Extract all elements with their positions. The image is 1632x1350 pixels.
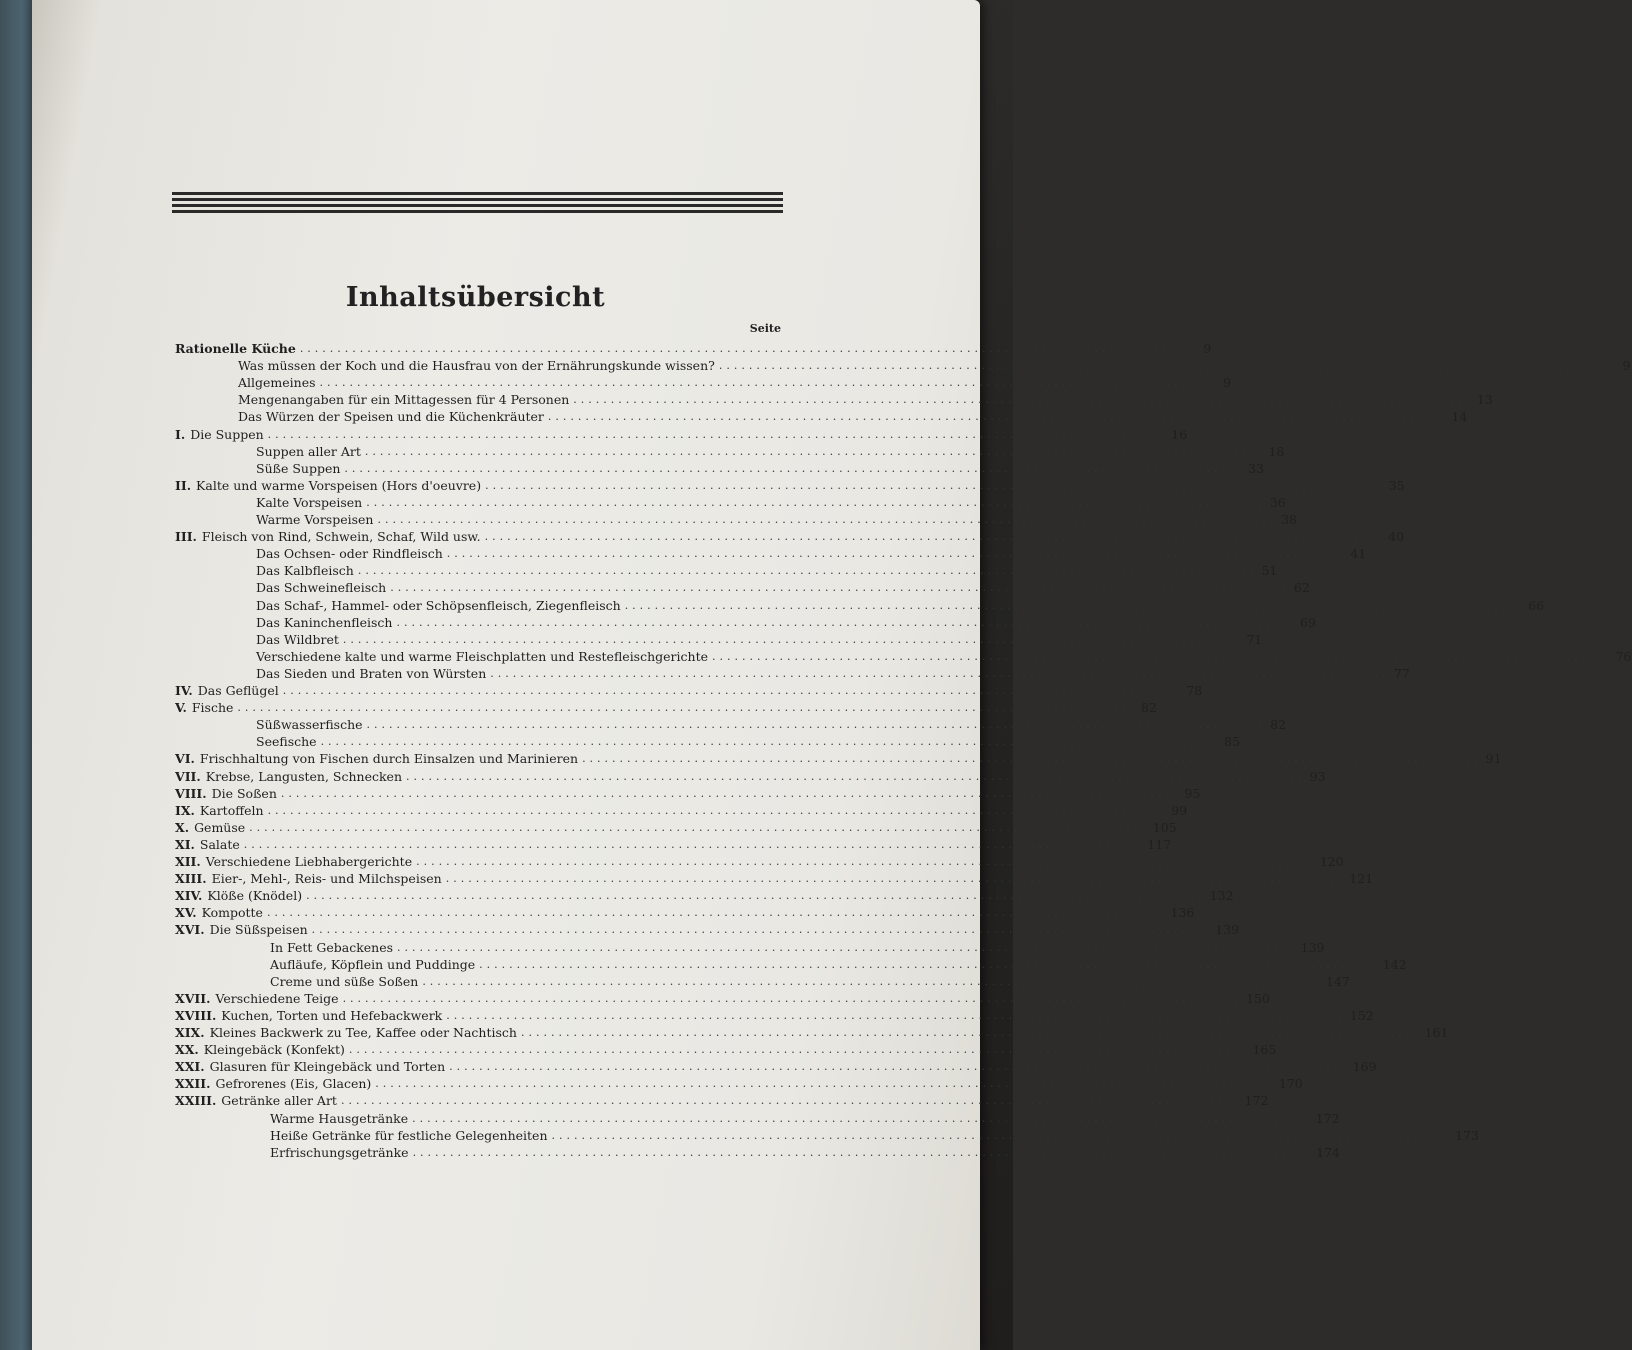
toc-entry-title: Verschiedene kalte und warme Fleischplatten und Resteﬂeischgerichte [256,648,708,664]
toc-entry-title: Rationelle Küche [175,341,296,356]
toc-entry [256,734,1241,750]
toc-entry-title: Glasuren für Kleingebäck und Torten [209,1059,446,1075]
toc-entry-title: Das Ochsen- oder Rindfleisch [256,546,443,562]
toc-entry-number: I. [175,426,186,442]
toc-entry-number: XVII. [175,990,211,1006]
leader-dots: ........................................................................................................................ [282,684,1183,697]
page-title: Inhaltsübersicht [345,282,606,313]
toc-entry [256,648,1632,664]
toc-entry-page: 93 [1309,768,1326,784]
toc-entry [270,956,1407,972]
leader-dots: ........................................................................................................................ [390,581,1290,595]
leader-dots: ........................................................................................................................ [357,564,1258,578]
toc-entry [175,871,1374,887]
toc-entry [256,546,1367,562]
leader-dots: ........................................................................................................................ [712,649,1612,663]
toc-entry [175,341,1212,356]
leader-dots: ........................................................................................................................ [320,735,1221,749]
toc-entry-page: 95 [1184,785,1201,801]
toc-entry [175,1007,1374,1023]
toc-entry-title: Warme Hausgetränke [270,1110,409,1126]
leader-dots: ........................................................................................................................ [342,632,1243,646]
leader-dots: ........................................................................................................................ [267,427,1168,441]
toc-entry-page: 85 [1224,734,1241,750]
toc-entry [175,905,1195,921]
toc-entry-title: Das Kalbfleisch [256,563,354,579]
toc-entry-page: 161 [1424,1025,1449,1040]
toc-entry-title: Seefische [256,734,317,750]
toc-entry-title: Warme Vorspeisen [256,512,374,527]
toc-entry-page: 14 [1451,409,1468,425]
toc-entry [175,1093,1269,1109]
toc-entry-page: 139 [1215,922,1240,938]
toc-entry-page: 9 [1223,375,1232,391]
toc-entry [238,409,1468,425]
toc-entry-page: 105 [1152,819,1177,835]
toc-entry [175,751,1502,767]
toc-entry [256,460,1264,476]
toc-entry-page: 117 [1147,836,1172,852]
toc-entry-number: III. [175,529,197,545]
toc-entry-page: 78 [1186,683,1203,698]
toc-entry [238,375,1232,391]
toc-entry-title: Fische [191,700,234,716]
toc-entry-title: Verschiedene Teige [215,990,339,1006]
leader-dots: ........................................................................................................................ [416,855,1316,868]
toc-entry-title: Das Geflügel [197,683,279,698]
toc-entry-title: Frischhaltung von Fischen durch Einsalzen und Marinieren [199,751,579,767]
toc-entry [175,529,1405,545]
leader-dots: ........................................................................................................................ [366,495,1266,509]
toc-entry [238,358,1631,374]
toc-entry-page: 91 [1485,751,1502,767]
toc-entry-page: 82 [1141,700,1157,716]
toc-entry-title: In Fett Gebackenes [270,939,394,955]
leader-dots: ........................................................................................................................ [445,872,1346,886]
toc-entry [256,580,1310,596]
leader-dots: ........................................................................................................................ [446,1008,1346,1022]
toc-entry [256,512,1297,527]
toc-entry-title: Das Schaf-, Hammel- oder Schöpsenfleisch, Ziegenfleisch [256,597,621,613]
toc-entry-number: XXIII. [175,1093,217,1109]
toc-entry [256,597,1545,613]
toc-entry [238,392,1493,408]
leader-dots: ........................................................................................................................ [237,701,1138,715]
leader-dots: ........................................................................................................................ [582,752,1482,766]
toc-entry-page: 142 [1382,956,1407,972]
leader-dots: ........................................................................................................................ [267,803,1168,817]
toc-entry-title: Mengenangaben für ein Mittagessen für 4 Personen [238,392,570,408]
toc-entry-page: 76 [1615,648,1632,664]
toc-entry-page: 62 [1293,580,1310,596]
toc-entry-title: Das Würzen der Speisen und die Küchenkräuter [238,409,544,425]
toc-entry-number: XIII. [175,871,207,887]
leader-dots: ........................................................................................................................ [547,410,1448,424]
toc-entry [175,854,1344,869]
toc-entry-page: 121 [1349,871,1374,887]
toc-entry [175,1076,1303,1092]
toc-entry-number: VII. [175,768,201,784]
toc-entry-number: XI. [175,836,195,852]
toc-entry-number: XVIII. [175,1007,217,1023]
toc-entry-title: Allgemeines [238,375,316,391]
toc-entry-number: XX. [175,1042,199,1058]
toc-entry-title: Erfrischungsgetränke [270,1144,409,1160]
leader-dots: ........................................................................................................................ [446,547,1347,561]
toc-entry-page: 136 [1170,905,1195,921]
toc-entry-number: XXI. [175,1059,205,1075]
toc-entry-title: Das Kaninchenfleisch [256,614,393,630]
toc-entry [175,836,1172,852]
toc-entry [270,1110,1340,1126]
toc-entry [175,990,1271,1006]
toc-entry-title: Kalte Vorspeisen [256,494,363,510]
toc-entry-page: 13 [1476,392,1493,408]
toc-entry [175,1059,1377,1075]
toc-entry [175,802,1188,818]
leader-dots: ........................................................................................................................ [396,615,1297,629]
toc-entry-page: 120 [1319,854,1344,869]
toc-entry-page: 132 [1209,888,1234,904]
toc-entry [256,665,1410,681]
toc-entry-page: 16 [1171,426,1188,442]
toc-entry-page: 172 [1244,1093,1269,1109]
toc-entry-number: XV. [175,905,197,921]
toc-entry [175,785,1201,801]
toc-entry-title: Das Sieden und Braten von Würsten [256,665,487,681]
leader-dots: ........................................................................................................................ [485,478,1385,492]
leader-dots: ........................................................................................................................ [364,444,1265,458]
toc-entry-title: Krebse, Langusten, Schnecken [205,768,402,784]
toc-entry-title: Süßwasserfische [256,717,363,733]
toc-entry [175,819,1177,835]
toc-entry-title: Creme und süße Soßen [270,973,419,989]
leader-dots: ........................................................................................................................ [348,1043,1249,1057]
toc-entry-title: Die Süßspeisen [209,922,308,938]
leader-dots: ........................................................................................................................ [422,974,1322,988]
toc-entry [175,1025,1449,1040]
toc-entry-page: 51 [1261,563,1278,579]
toc-entry-page: 9 [1622,358,1631,374]
toc-entry [175,922,1240,938]
leader-dots: ........................................................................................................................ [366,718,1267,732]
toc-entry-page: 33 [1248,460,1264,476]
toc-entry-title: Klöße (Knödel) [207,888,303,904]
toc-entry [270,939,1325,955]
leader-dots: ........................................................................................................................ [342,991,1243,1005]
toc-entry-page: 170 [1278,1076,1303,1092]
toc-entry-title: Kartoffeln [199,802,264,818]
toc-entry-page: 69 [1300,614,1316,630]
toc-entry-title: Kalte und warme Vorspeisen (Hors d'oeuvre) [196,477,482,493]
leader-dots: ........................................................................................................................ [412,1111,1312,1125]
toc-entry-page: 173 [1455,1127,1479,1143]
leader-dots: ........................................................................................................................ [266,906,1167,920]
leader-dots: ........................................................................................................................ [340,1094,1241,1108]
toc-entry-page: 18 [1268,443,1285,459]
leader-dots: ........................................................................................................................ [311,923,1212,937]
toc-entry-page: 99 [1171,802,1188,818]
toc-entry-number: XVI. [175,922,205,938]
toc-entry-page: 150 [1246,990,1271,1006]
toc-entry-number: IX. [175,802,195,818]
toc-entry [256,717,1287,733]
toc-entry [175,683,1203,698]
toc-entry-page: 165 [1252,1042,1277,1058]
toc-entry-title: Kuchen, Torten und Hefebackwerk [221,1007,443,1023]
toc-entry-title: Das Schweinefleisch [256,580,387,596]
toc-entry-title: Verschiedene Liebhabergerichte [205,854,413,869]
toc-entry [256,614,1316,630]
toc-entry [256,443,1285,459]
toc-entry [270,1144,1341,1160]
leader-dots: ........................................................................................................................ [243,837,1144,851]
toc-entry-page: 174 [1316,1144,1341,1160]
toc-entry-page: 35 [1388,477,1405,493]
toc-entry-title: Kompotte [201,905,263,921]
toc-entry [175,888,1234,904]
toc-entry-title: Die Soßen [211,785,277,801]
toc-entry [175,700,1157,716]
leader-dots: ........................................................................................................................ [624,598,1525,612]
toc-entry-number: VIII. [175,785,207,801]
toc-entry-title: Süße Suppen [256,460,341,476]
toc-entry-title: Kleines Backwerk zu Tee, Kaffee oder Nachtisch [209,1025,517,1040]
toc-entry [256,631,1263,647]
toc-entry-page: 41 [1350,546,1367,562]
toc-entry-page: 169 [1352,1059,1377,1075]
leader-dots: ........................................................................................................................ [520,1026,1421,1039]
toc-entry-number: XXII. [175,1076,211,1092]
leader-dots: ........................................................................................................................ [319,376,1220,390]
toc-entry-title: Gemüse [194,819,246,835]
toc-entry-number: XII. [175,854,201,869]
toc-entry-number: II. [175,477,192,493]
toc-entry-page: 77 [1393,665,1410,681]
toc-entry-title: Was müssen der Koch und die Hausfrau von der Ernährungskunde wissen? [238,358,715,374]
toc-entry [270,973,1350,989]
toc-entry-page: 9 [1203,341,1212,356]
leader-dots: ........................................................................................................................ [484,530,1385,544]
toc-entry-page: 152 [1349,1007,1374,1023]
toc-entry-number: X. [175,819,190,835]
leader-dots: ........................................................................................................................ [344,461,1244,475]
toc-entry [175,1042,1277,1058]
toc-entry [175,477,1405,493]
leader-dots: ........................................................................................................................ [375,1077,1275,1091]
toc-entry [256,563,1278,579]
page-column-label: Seite [749,322,781,335]
toc-entry-title: Getränke aller Art [221,1093,337,1109]
leader-dots: ........................................................................................................................ [490,666,1390,680]
toc-entry-page: 66 [1528,597,1545,613]
leader-dots: ........................................................................................................................ [412,1145,1313,1159]
leader-dots: ........................................................................................................................ [280,786,1181,800]
leader-dots: ........................................................................................................................ [299,342,1200,355]
toc-entry-title: Heiße Getränke für festliche Gelegenheiten [270,1127,548,1143]
leader-dots: ........................................................................................................................ [551,1128,1452,1142]
leader-dots: ........................................................................................................................ [406,769,1306,783]
toc-entry-number: IV. [175,683,193,698]
toc-entry-title: Aufläufe, Köpflein und Puddinge [270,956,476,972]
leader-dots: ........................................................................................................................ [479,957,1379,971]
toc-entry-title: Suppen aller Art [256,443,361,459]
leader-dots: ........................................................................................................................ [718,359,1619,373]
toc-entry-page: 147 [1325,973,1350,989]
toc-entry-title: Eier-, Mehl-, Reis- und Milchspeisen [211,871,442,887]
toc-entry-page: 172 [1315,1110,1340,1126]
toc-entry-page: 38 [1281,512,1297,527]
leader-dots: ........................................................................................................................ [377,513,1278,526]
leader-dots: ........................................................................................................................ [249,820,1149,834]
leader-dots: ........................................................................................................................ [306,889,1206,903]
toc-entry-page: 82 [1270,717,1287,733]
toc-entry-page: 71 [1246,631,1263,647]
toc-entry-title: Das Wildbret [256,631,339,647]
toc-entry-number: V. [175,700,187,716]
toc-entry-title: Gefrorenes (Eis, Glacen) [215,1076,372,1092]
toc-entry-number: XIV. [175,888,203,904]
toc-entry-page: 40 [1388,529,1405,545]
toc-entry-title: Fleisch von Rind, Schwein, Schaf, Wild usw. [201,529,481,545]
toc-entry-page: 36 [1269,494,1286,510]
toc-entry [256,494,1286,510]
toc-entry-title: Kleingebäck (Konfekt) [203,1042,345,1058]
toc-entry-page: 139 [1300,939,1325,955]
toc-entry [175,426,1188,442]
leader-dots: ........................................................................................................................ [397,940,1297,954]
toc-entry-title: Die Suppen [190,426,264,442]
toc-entry-number: XIX. [175,1025,205,1040]
toc-entry-number: VI. [175,751,195,767]
leader-dots: ........................................................................................................................ [573,393,1473,407]
toc-entry [270,1127,1479,1143]
toc-entry [175,768,1326,784]
leader-dots: ........................................................................................................................ [449,1060,1349,1074]
toc-entry-title: Salate [199,836,240,852]
